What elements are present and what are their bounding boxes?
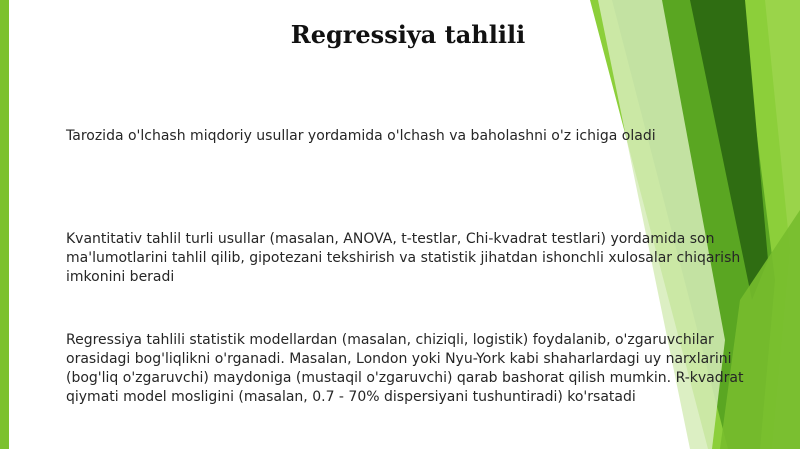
paragraph-3: Regressiya tahlili statistik modellardan (masalan, chiziqli, logistik) foydalanib, o'zgaruvchilar orasidagi bog'liqlikni o'rganadi. Masalan, London yoki Nyu-York kabi shaharlardagi uy narxlarini (bog'liq o'zgaruvchi) maydoniga (mustaqil o'zgaruvchi) qarab bashorat qilish mumkin. R-kvadrat qiymati model mosligini (masalan, 0.7 - 70% dispersiyani tushuntiradi) ko'rsatadi (66, 332, 744, 405)
paragraph-2: Kvantitativ tahlil turli usullar (masalan, ANOVA, t-testlar, Chi-kvadrat testlari) yordamida son ma'lumotlarini tahlil qilib, gipotezani tekshirish va statistik jihatdan ishonchli xulosalar chiqarish imkonini beradi (66, 231, 741, 285)
paragraph-1: Tarozida o'lchash miqdoriy usullar yordamida o'lchash va baholashni o'z ichiga oladi (66, 128, 656, 144)
slide-title: Regressiya tahlili (290, 20, 526, 49)
